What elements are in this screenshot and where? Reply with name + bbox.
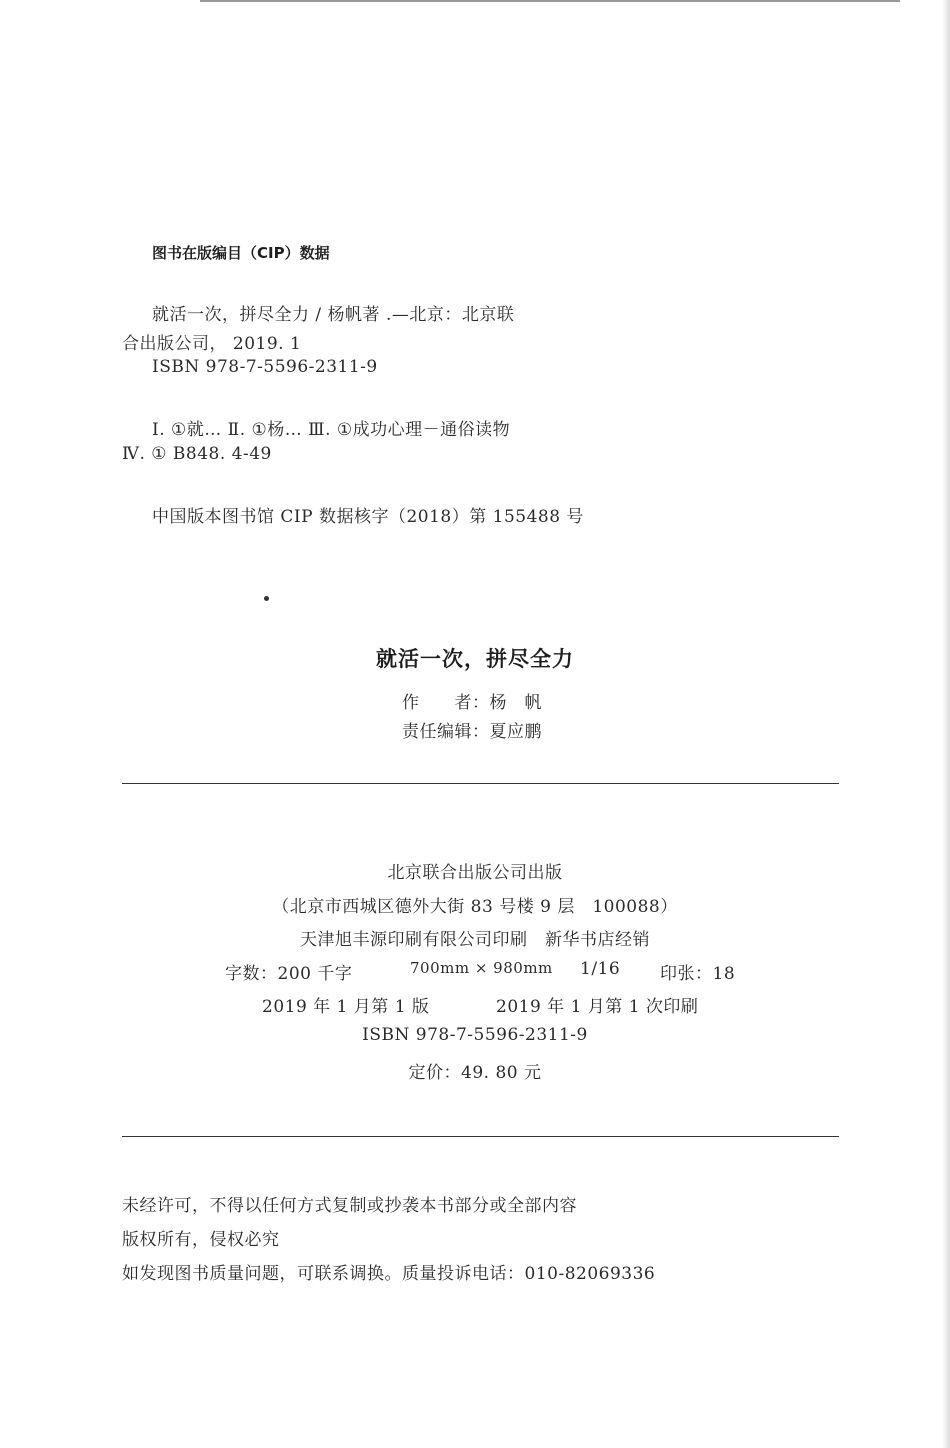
ink-speck — [264, 596, 269, 601]
scan-page-edge — [942, 0, 950, 1448]
book-title: 就活一次，拼尽全力 — [376, 647, 574, 671]
copyright-notice-2: 版权所有，侵权必究 — [122, 1230, 280, 1250]
paper-size: 700mm × 980mm — [410, 959, 553, 977]
divider-top — [122, 783, 839, 784]
editor-name: 夏应鹏 — [489, 722, 542, 742]
editor-row: 责任编辑：夏应鹏 — [402, 722, 542, 742]
cip-classification-2: Ⅳ. ① B848. 4-49 — [122, 444, 272, 464]
cip-heading: 图书在版编目（CIP）数据 — [152, 244, 330, 262]
author-row: 作 者：杨 帆 — [402, 693, 542, 713]
publisher: 北京联合出版公司出版 — [387, 863, 563, 883]
cip-classification-1: Ⅰ. ①就… Ⅱ. ①杨… Ⅲ. ①成功心理－通俗读物 — [152, 420, 511, 440]
printing: 2019 年 1 月第 1 次印刷 — [496, 997, 699, 1017]
author-name: 杨 帆 — [489, 693, 542, 713]
author-label: 作 者 — [402, 693, 472, 713]
print-sheets: 印张：18 — [660, 964, 736, 984]
quality-complaint: 如发现图书质量问题，可联系调换。质量投诉电话：010-82069336 — [122, 1264, 656, 1284]
copyright-notice-1: 未经许可，不得以任何方式复制或抄袭本书部分或全部内容 — [122, 1196, 577, 1216]
publisher-address: （北京市西城区德外大街 83 号楼 9 层 100088） — [272, 897, 678, 917]
printer-distributor: 天津旭丰源印刷有限公司印刷 新华书店经销 — [300, 930, 650, 950]
edition: 2019 年 1 月第 1 版 — [262, 997, 430, 1017]
cip-line-1: 就活一次，拼尽全力 / 杨帆著 .—北京：北京联 — [152, 305, 515, 325]
cip-isbn: ISBN 978-7-5596-2311-9 — [152, 357, 378, 377]
divider-bottom — [122, 1136, 839, 1137]
format: 1/16 — [580, 959, 621, 979]
scan-top-line — [200, 0, 900, 2]
price: 定价：49. 80 元 — [408, 1063, 542, 1083]
isbn: ISBN 978-7-5596-2311-9 — [362, 1025, 588, 1045]
cip-verification: 中国版本图书馆 CIP 数据核字（2018）第 155488 号 — [152, 507, 584, 527]
editor-label: 责任编辑 — [402, 722, 472, 742]
cip-line-2: 合出版公司， 2019. 1 — [122, 334, 302, 354]
word-count: 字数：200 千字 — [225, 964, 353, 984]
